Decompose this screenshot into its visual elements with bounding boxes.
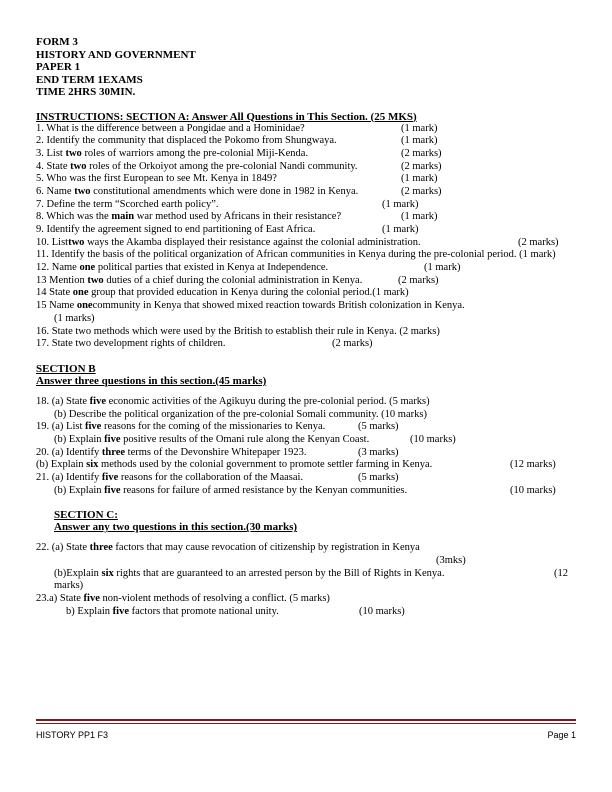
question-6: 6. Name two constitutional amendments which were done in 1982 in Kenya. (2 marks) bbox=[36, 185, 442, 197]
question-10: 10. Listtwo ways the Akamba displayed their resistance against the colonial administration. (2 marks) bbox=[36, 236, 559, 248]
footer-title: HISTORY PP1 F3 bbox=[36, 730, 109, 740]
footer-rule-thick bbox=[36, 719, 576, 721]
section-c-title: SECTION C: bbox=[54, 509, 118, 522]
section-c bbox=[36, 509, 576, 533]
question-17: 17. State two development rights of children. (2 marks) bbox=[36, 338, 373, 350]
question-15-marks: (1 marks) bbox=[54, 312, 95, 324]
page-footer bbox=[36, 730, 576, 740]
question-3: 3. List two roles of warriors among the pre-colonial Miji-Kenda. (2 marks) bbox=[36, 147, 442, 159]
question-13: 13 Mention two duties of a chief during the colonial administration in Kenya. (2 marks) bbox=[36, 274, 439, 286]
form-label: FORM 3 bbox=[36, 36, 78, 48]
section-b-title: SECTION B bbox=[36, 362, 96, 375]
question-19a: 19. (a) List five reasons for the coming of the missionaries to Kenya. (5 marks) bbox=[36, 421, 399, 433]
question-8: 8. Which was the main war method used by Africans in their resistance? (1 mark) bbox=[36, 211, 438, 223]
question-20b: (b) Explain six methods used by the colonial government to promote settler farming in Kenya. (12 marks) bbox=[36, 459, 556, 471]
section-c-questions bbox=[36, 542, 576, 618]
exam-header bbox=[36, 36, 576, 99]
exam-page bbox=[36, 36, 576, 619]
paper-label: PAPER 1 bbox=[36, 61, 81, 73]
page-number: Page 1 bbox=[547, 730, 576, 740]
time-label: TIME 2HRS 30MIN. bbox=[36, 86, 136, 98]
question-18b: (b) Describe the political organization of the pre-colonial Somali community. (10 marks) bbox=[54, 408, 427, 420]
section-b bbox=[36, 363, 576, 498]
question-14: 14 State one group that provided education in Kenya during the colonial period.(1 mark) bbox=[36, 287, 409, 299]
question-1: 1. What is the difference between a Pongidae and a Hominidae? (1 mark) bbox=[36, 122, 438, 134]
question-21a: 21. (a) Identify five reasons for the collaboration of the Maasai. (5 marks) bbox=[36, 472, 399, 484]
question-2: 2. Identify the community that displaced the Pokomo from Shungwaya. (1 mark) bbox=[36, 135, 438, 147]
question-16: 16. State two methods which were used by the British to establish their rule in Kenya. (2 marks) bbox=[36, 325, 440, 337]
question-22b-marks: marks) bbox=[54, 580, 84, 592]
question-15: 15 Name onecommunity in Kenya that showed mixed reaction towards British colonization in Kenya. bbox=[36, 300, 465, 312]
section-c-instructions: Answer any two questions in this section.(30 marks) bbox=[54, 521, 298, 534]
exam-label: END TERM 1EXAMS bbox=[36, 73, 143, 86]
question-18a: 18. (a) State five economic activities of the Agikuyu during the pre-colonial period. (5 marks) bbox=[36, 395, 430, 407]
question-22a: 22. (a) State three factors that may cause revocation of citizenship by registration in Kenya bbox=[36, 542, 420, 554]
question-5: 5. Who was the first European to see Mt. Kenya in 1849? (1 mark) bbox=[36, 173, 438, 185]
question-4: 4. State two roles of the Orkoiyot among the pre-colonial Nandi community. (2 marks) bbox=[36, 160, 442, 172]
section-a bbox=[36, 111, 576, 351]
question-22a-marks: (3mks) bbox=[436, 555, 466, 567]
question-9: 9. Identify the agreement signed to end partitioning of East Africa. (1 mark) bbox=[36, 224, 419, 235]
question-22b: (b)Explain six rights that are guaranteed to an arrested person by the Bill of Rights in Kenya. (12 bbox=[54, 567, 568, 579]
question-23b: b) Explain five factors that promote national unity. (10 marks) bbox=[66, 605, 405, 617]
question-7: 7. Define the term “Scorched earth policy”. (1 mark) bbox=[36, 198, 419, 210]
question-21b: (b) Explain five reasons for failure of armed resistance by the Kenyan communities. (10 marks) bbox=[54, 484, 556, 496]
question-23a: 23.a) State five non-violent methods of resolving a conflict. (5 marks) bbox=[36, 593, 330, 605]
subject-label: HISTORY AND GOVERNMENT bbox=[36, 48, 196, 61]
question-12: 12. Name one political parties that existed in Kenya at Independence. (1 mark) bbox=[36, 262, 461, 274]
footer-rule-thin bbox=[36, 723, 576, 724]
question-20a: 20. (a) Identify three terms of the Devonshire Whitepaper 1923. (3 marks) bbox=[36, 446, 399, 458]
section-a-title: INSTRUCTIONS: SECTION A: Answer All Questions in This Section. (25 MKS) bbox=[36, 110, 417, 123]
section-b-instructions: Answer three questions in this section.(45 marks) bbox=[36, 374, 267, 387]
question-11: 11. Identify the basis of the political organization of African communities in Kenya during the pre-colonial period. (1 mark) bbox=[36, 249, 556, 261]
question-19b: (b) Explain five positive results of the Omani rule along the Kenyan Coast. (10 marks) bbox=[54, 433, 456, 445]
